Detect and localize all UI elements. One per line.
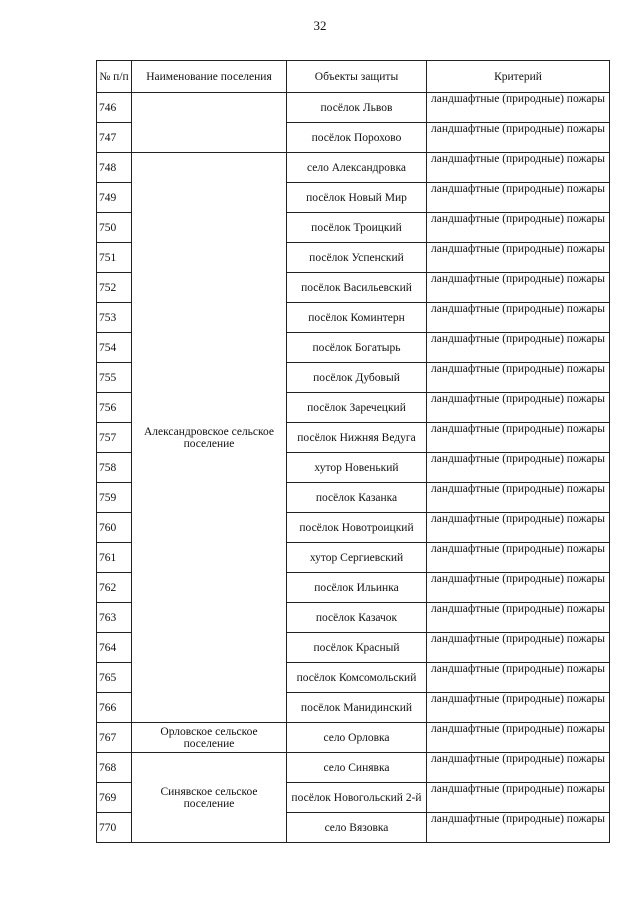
criterion: ландшафтные (природные) пожары	[427, 123, 610, 153]
criterion: ландшафтные (природные) пожары	[427, 333, 610, 363]
criterion: ландшафтные (природные) пожары	[427, 243, 610, 273]
criterion: ландшафтные (природные) пожары	[427, 423, 610, 453]
protection-object: посёлок Новогольский 2-й	[287, 783, 427, 813]
protection-object: село Синявка	[287, 753, 427, 783]
row-number: 758	[97, 453, 132, 483]
protection-object: посёлок Казачок	[287, 603, 427, 633]
row-number: 750	[97, 213, 132, 243]
protection-object: посёлок Манидинский	[287, 693, 427, 723]
row-number: 756	[97, 393, 132, 423]
row-number: 747	[97, 123, 132, 153]
row-number: 753	[97, 303, 132, 333]
criterion: ландшафтные (природные) пожары	[427, 213, 610, 243]
protection-object: хутор Сергиевский	[287, 543, 427, 573]
protection-object: посёлок Богатырь	[287, 333, 427, 363]
row-number: 752	[97, 273, 132, 303]
row-number: 759	[97, 483, 132, 513]
protection-object: хутор Новенький	[287, 453, 427, 483]
table-header-row	[97, 61, 610, 93]
row-number: 767	[97, 723, 132, 753]
protection-object: посёлок Красный	[287, 633, 427, 663]
protection-object: посёлок Казанка	[287, 483, 427, 513]
protection-object: посёлок Новотроицкий	[287, 513, 427, 543]
criterion: ландшафтные (природные) пожары	[427, 753, 610, 783]
protection-object: посёлок Васильевский	[287, 273, 427, 303]
row-number: 754	[97, 333, 132, 363]
criterion: ландшафтные (природные) пожары	[427, 273, 610, 303]
page-number: 32	[313, 18, 327, 33]
criterion: ландшафтные (природные) пожары	[427, 303, 610, 333]
row-number: 764	[97, 633, 132, 663]
header-criterion: Критерий	[427, 61, 610, 93]
criterion: ландшафтные (природные) пожары	[427, 633, 610, 663]
criterion: ландшафтные (природные) пожары	[427, 603, 610, 633]
header-num: № п/п	[97, 61, 132, 93]
row-number: 770	[97, 813, 132, 843]
criterion: ландшафтные (природные) пожары	[427, 513, 610, 543]
protection-object: село Орловка	[287, 723, 427, 753]
table-row	[97, 153, 610, 183]
criterion: ландшафтные (природные) пожары	[427, 573, 610, 603]
protection-object: посёлок Комсомольский	[287, 663, 427, 693]
protection-object: посёлок Дубовый	[287, 363, 427, 393]
criterion: ландшафтные (природные) пожары	[427, 393, 610, 423]
row-number: 765	[97, 663, 132, 693]
settlement-name: Орловское сельское поселение	[132, 723, 287, 753]
criterion: ландшафтные (природные) пожары	[427, 93, 610, 123]
row-number: 769	[97, 783, 132, 813]
settlement-name	[132, 93, 287, 153]
row-number: 766	[97, 693, 132, 723]
table-row	[97, 753, 610, 783]
settlement-name: Синявское сельское поселение	[132, 753, 287, 843]
criterion: ландшафтные (природные) пожары	[427, 453, 610, 483]
row-number: 751	[97, 243, 132, 273]
protection-object: посёлок Заречецкий	[287, 393, 427, 423]
header-object: Объекты защиты	[287, 61, 427, 93]
protection-object: посёлок Троицкий	[287, 213, 427, 243]
protection-object: посёлок Ильинка	[287, 573, 427, 603]
criterion: ландшафтные (природные) пожары	[427, 663, 610, 693]
criterion: ландшафтные (природные) пожары	[427, 783, 610, 813]
row-number: 755	[97, 363, 132, 393]
row-number: 748	[97, 153, 132, 183]
settlement-name: Александровское сельское поселение	[132, 153, 287, 723]
criterion: ландшафтные (природные) пожары	[427, 483, 610, 513]
row-number: 746	[97, 93, 132, 123]
row-number: 768	[97, 753, 132, 783]
protection-object: посёлок Нижняя Ведуга	[287, 423, 427, 453]
criterion: ландшафтные (природные) пожары	[427, 363, 610, 393]
header-settlement: Наименование поселения	[132, 61, 287, 93]
protection-objects-table	[96, 60, 610, 843]
row-number: 761	[97, 543, 132, 573]
row-number: 763	[97, 603, 132, 633]
protection-object: посёлок Порохово	[287, 123, 427, 153]
protection-object: село Вязовка	[287, 813, 427, 843]
row-number: 757	[97, 423, 132, 453]
protection-object: посёлок Львов	[287, 93, 427, 123]
protection-object: посёлок Коминтерн	[287, 303, 427, 333]
protection-object: посёлок Новый Мир	[287, 183, 427, 213]
table-body	[97, 93, 610, 843]
row-number: 762	[97, 573, 132, 603]
criterion: ландшафтные (природные) пожары	[427, 153, 610, 183]
table-row	[97, 723, 610, 753]
criterion: ландшафтные (природные) пожары	[427, 813, 610, 843]
row-number: 749	[97, 183, 132, 213]
criterion: ландшафтные (природные) пожары	[427, 693, 610, 723]
criterion: ландшафтные (природные) пожары	[427, 183, 610, 213]
protection-object: посёлок Успенский	[287, 243, 427, 273]
criterion: ландшафтные (природные) пожары	[427, 723, 610, 753]
criterion: ландшафтные (природные) пожары	[427, 543, 610, 573]
row-number: 760	[97, 513, 132, 543]
protection-object: село Александровка	[287, 153, 427, 183]
table-row	[97, 93, 610, 123]
